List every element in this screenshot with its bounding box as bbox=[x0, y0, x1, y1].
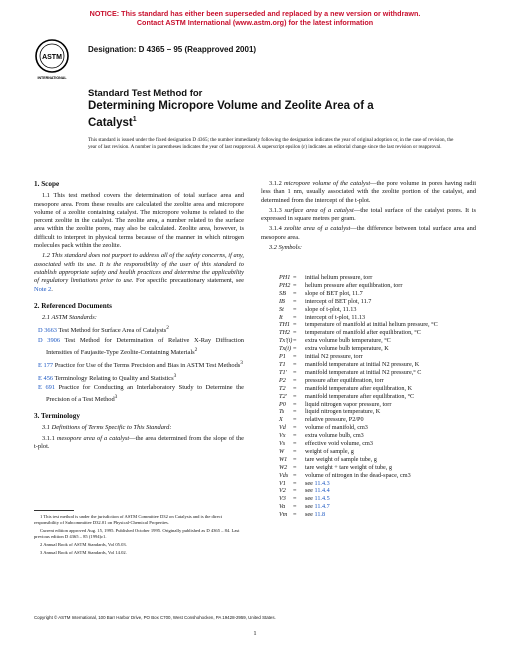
symbol-name: Tx(i) bbox=[279, 345, 292, 353]
title-footnote-mark: 1 bbox=[132, 116, 137, 123]
symbol-name: St bbox=[279, 305, 284, 313]
equals-sign: = bbox=[293, 495, 297, 503]
section-link[interactable]: 11.4.3 bbox=[314, 479, 330, 487]
symbol-row bbox=[279, 503, 479, 511]
symbol-name: V1 bbox=[279, 479, 286, 487]
symbol-definition: manifold temperature at initial N2 pressure,° C bbox=[305, 368, 422, 376]
symbol-definition: volume of manifold, cm3 bbox=[305, 424, 368, 432]
equals-sign: = bbox=[293, 511, 297, 519]
equals-sign: = bbox=[293, 471, 297, 479]
equals-sign: = bbox=[293, 345, 297, 353]
equals-sign: = bbox=[293, 408, 297, 416]
symbol-row bbox=[279, 306, 479, 314]
symbol-name: P2 bbox=[279, 376, 286, 384]
symbol-definition: extra volume bulb, cm3 bbox=[305, 432, 364, 440]
equals-sign: = bbox=[293, 368, 297, 376]
symbol-name: SB bbox=[279, 289, 286, 297]
equals-sign: = bbox=[293, 337, 297, 345]
title-line-3: Catalyst bbox=[88, 116, 133, 129]
notice-line-1: NOTICE: This standard has either been superseded and replaced by a new version or withdrawn. bbox=[89, 9, 421, 18]
ref-item: E 177 Practice for Use of the Terms Precision and Bias in ASTM Test Methods$^3$ bbox=[38, 359, 243, 369]
symbol-row bbox=[279, 314, 479, 322]
symbol-definition: liquid nitrogen vapor pressure, torr bbox=[305, 400, 392, 408]
symbol-definition: intercept of BET plot, 11.7 bbox=[305, 297, 372, 305]
symbol-definition: manifold temperature after equilibration, °C bbox=[305, 392, 415, 400]
footnote-2: 2 Annual Book of ASTM Standards, Vol 05.03. bbox=[40, 542, 127, 547]
symbol-definition: initial helium pressure, torr bbox=[305, 274, 373, 281]
ref-item: E 691 Practice for Conducting an Interlaboratory Study to Determine the Precision of a Test Method$^3$ bbox=[38, 384, 244, 403]
copyright-line: Copyright © ASTM International, 100 Barr Harbor Drive, PO Box C700, West Conshohocken, PA 19428-2959, United States. bbox=[34, 615, 276, 620]
safety-statement: 1.2 This standard does not purport to address all of the safety concerns, if any, associated with its use. It is the responsibility of the user of this standard to establish appropriate safety and health practices and determine the applicability of regulatory limitations prior to use. bbox=[34, 252, 244, 285]
footnote-divider bbox=[34, 510, 74, 511]
symbol-name: TH2 bbox=[279, 329, 291, 337]
symbol-row bbox=[279, 353, 479, 361]
equals-sign: = bbox=[293, 432, 297, 440]
symbol-row bbox=[279, 321, 479, 329]
symbol-name: T1' bbox=[279, 368, 287, 376]
symbol-row bbox=[279, 472, 479, 480]
section-link[interactable]: 11.4.4 bbox=[314, 487, 330, 495]
symbol-name: V3 bbox=[279, 495, 286, 503]
footnote-3: 3 Annual Book of ASTM Standards, Vol 14.02. bbox=[40, 550, 127, 555]
logo-subtext: INTERNATIONAL bbox=[37, 76, 67, 80]
symbol-definition: tare weight of sample tube, g bbox=[305, 455, 377, 463]
symbol-definition: slope of t-plot, 11.13 bbox=[305, 305, 357, 313]
equals-sign: = bbox=[293, 400, 297, 408]
ref-link[interactable]: E 456 bbox=[38, 374, 54, 382]
notice-banner bbox=[0, 9, 510, 27]
symbol-row bbox=[279, 401, 479, 409]
symbol-row bbox=[279, 456, 479, 464]
equals-sign: = bbox=[293, 503, 297, 511]
astm-logo-icon bbox=[34, 38, 70, 82]
equals-sign: = bbox=[293, 416, 297, 424]
equals-sign: = bbox=[293, 274, 297, 281]
symbol-name: Vx bbox=[279, 432, 286, 440]
symbol-name: T2 bbox=[279, 384, 286, 392]
equals-sign: = bbox=[293, 297, 297, 305]
symbol-definition: manifold temperature at initial N2 pressure, K bbox=[305, 360, 420, 368]
equals-sign: = bbox=[293, 463, 297, 471]
equals-sign: = bbox=[293, 479, 297, 487]
symbol-name: PH2 bbox=[279, 281, 291, 289]
para-2-1: 2.1 ASTM Standards: bbox=[42, 314, 97, 322]
symbol-row bbox=[279, 424, 479, 432]
equals-sign: = bbox=[293, 313, 297, 321]
para-3-1-1: 3.1.1 mesopore area of a catalyst—the area determined from the slope of the t-plot. bbox=[34, 434, 244, 451]
symbol-row bbox=[279, 385, 479, 393]
equals-sign: = bbox=[293, 384, 297, 392]
symbol-row bbox=[279, 448, 479, 456]
logo-text: ASTM bbox=[42, 54, 62, 61]
left-column bbox=[34, 180, 244, 453]
symbol-name: Va bbox=[279, 503, 286, 511]
symbol-name: P1 bbox=[279, 353, 286, 361]
equals-sign: = bbox=[293, 289, 297, 297]
symbol-name: IB bbox=[279, 297, 285, 305]
equals-sign: = bbox=[293, 424, 297, 432]
symbol-definition: see 11.4.4 bbox=[305, 487, 330, 495]
footnote-1: 1 This test method is under the jurisdiction of ASTM Committee D32 on Catalysts and is the direct responsibility of Subcommittee D32.01 on Physical-Chemical Properties. bbox=[34, 514, 222, 525]
symbol-row bbox=[279, 416, 479, 424]
equals-sign: = bbox=[293, 305, 297, 313]
ref-link[interactable]: D 3906 bbox=[38, 337, 61, 345]
ref-link[interactable]: E 177 bbox=[38, 361, 54, 369]
title-line-1: Standard Test Method for bbox=[88, 88, 203, 99]
section-link[interactable]: 11.8 bbox=[314, 511, 326, 519]
equals-sign: = bbox=[293, 353, 297, 361]
symbol-row bbox=[279, 290, 479, 298]
symbol-definition: see 11.8 bbox=[305, 511, 326, 519]
equals-sign: = bbox=[293, 281, 297, 289]
symbol-name: W2 bbox=[279, 463, 288, 471]
document-title bbox=[88, 88, 408, 130]
symbol-row bbox=[279, 480, 479, 488]
symbol-row bbox=[279, 464, 479, 472]
symbol-row bbox=[279, 361, 479, 369]
ref-item: D 3663 Test Method for Surface Area of Catalysts$^2$ bbox=[38, 325, 169, 335]
symbol-row bbox=[279, 487, 479, 495]
symbol-name: Vs bbox=[279, 440, 286, 448]
symbol-row bbox=[279, 408, 479, 416]
para-1-2-tail: For specific precautionary statement, see bbox=[133, 277, 244, 285]
equals-sign: = bbox=[293, 447, 297, 455]
symbol-definition: pressure after equilibration, torr bbox=[305, 376, 384, 384]
para-3-1: 3.1 Definitions of Terms Specific to This Standard: bbox=[42, 424, 172, 432]
symbol-row bbox=[279, 282, 479, 290]
symbol-name: PH1 bbox=[279, 274, 291, 281]
symbol-definition: manifold temperature after equilibration, K bbox=[305, 384, 413, 392]
symbol-name: TH1 bbox=[279, 321, 291, 329]
symbol-definition: relative pressure, P2/P0 bbox=[305, 416, 364, 424]
symbol-row bbox=[279, 432, 479, 440]
equals-sign: = bbox=[293, 392, 297, 400]
symbols-list bbox=[279, 274, 479, 519]
section-link[interactable]: 11.4.5 bbox=[314, 495, 330, 503]
symbol-definition: see 11.4.3 bbox=[305, 479, 330, 487]
symbol-definition: volume of nitrogen in the dead-space, cm3 bbox=[305, 471, 411, 479]
symbol-name: T2' bbox=[279, 392, 287, 400]
issue-note: This standard is issued under the fixed designation D 4365; the number immediately following the designation indicates the year of original adoption or, in the case of revision, the year of last revision. A number in parentheses indicates the year of last reapproval. A superscript epsilon (ε) indicates an editorial change since the last revision or reapproval. bbox=[88, 137, 454, 150]
note-2-link[interactable]: Note 2 bbox=[34, 285, 52, 293]
equals-sign: = bbox=[293, 360, 297, 368]
symbol-row bbox=[279, 329, 479, 337]
title-line-2: Determining Micropore Volume and Zeolite Area of a bbox=[88, 100, 374, 112]
ref-item: D 3906 Test Method for Determination of Relative X-Ray Diffraction Intensities of Faujasite-Type Zeolite-Containing Materials$^2$ bbox=[38, 337, 244, 356]
notice-line-2: Contact ASTM International (www.astm.org) for the latest information bbox=[136, 18, 374, 27]
equals-sign: = bbox=[293, 321, 297, 329]
symbol-definition: temperature of manifold at initial helium pressure, °C bbox=[305, 321, 438, 329]
symbol-name: Vds bbox=[279, 471, 289, 479]
symbol-name: T1 bbox=[279, 360, 286, 368]
equals-sign: = bbox=[293, 376, 297, 384]
symbol-definition: see 11.4.7 bbox=[305, 503, 330, 511]
ref-item: E 456 Terminology Relating to Quality and Statistics$^3$ bbox=[38, 372, 177, 382]
para-1-1: 1.1 This test method covers the determination of total surface area and mesopore area. From these results are calculated the zeolite area and micropore volume of a zeolite containing catalyst. The micropore volume is related to the percent zeolite in the catalyst. The zeolite area, a number related to the surface area within the zeolite pores, may also be calculated. Zeolite area, however, is difficult to interpret in physical terms because of the manner in which nitrogen molecules pack within the zeolite. bbox=[34, 192, 244, 250]
footnotes bbox=[34, 514, 246, 558]
symbol-definition: slope of BET plot, 11.7 bbox=[305, 289, 363, 297]
symbol-name: X bbox=[279, 416, 283, 424]
symbol-name: V2 bbox=[279, 487, 286, 495]
symbol-name: W1 bbox=[279, 455, 288, 463]
symbol-row bbox=[279, 511, 479, 519]
para-3-1-4: 3.1.4 zeolite area of a catalyst—the difference between total surface area and mesopore area. bbox=[261, 225, 476, 241]
symbol-definition: weight of sample, g bbox=[305, 447, 354, 455]
symbol-name: Ts bbox=[279, 408, 285, 416]
right-column bbox=[261, 180, 476, 254]
symbol-row bbox=[279, 495, 479, 503]
symbol-definition: tare weight + tare weight of tube, g bbox=[305, 463, 392, 471]
symbol-name: It bbox=[279, 313, 283, 321]
page-number: 1 bbox=[253, 630, 257, 637]
symbol-definition: extra volume bulb temperature, °C bbox=[305, 337, 391, 345]
symbol-row bbox=[279, 377, 479, 385]
symbol-row bbox=[279, 274, 479, 282]
symbol-name: Vm bbox=[279, 511, 288, 519]
symbol-definition: effective void volume, cm3 bbox=[305, 440, 373, 448]
equals-sign: = bbox=[293, 440, 297, 448]
equals-sign: = bbox=[293, 455, 297, 463]
symbol-definition: intercept of t-plot, 11.13 bbox=[305, 313, 366, 321]
para-1-2: 1.2 This standard does not purport to address all of the safety concerns, if any, associated with its use. It is the responsibility of the user of this standard to establish appropriate safety and health practices and determine the applicability of regulatory limitations prior to use. For specific precautionary statement, see Note 2. bbox=[34, 252, 244, 293]
para-3-1-2: 3.1.2 micropore volume of the catalyst—the pore volume in pores having radii less than 1 nm, usually associated with the zeolite portion of the catalyst, and determined from the intercept of the t-plot. bbox=[261, 180, 476, 204]
symbol-name: Tx'(i) bbox=[279, 337, 293, 345]
symbol-definition: temperature of manifold after equilibration, °C bbox=[305, 329, 421, 337]
symbol-definition: liquid nitrogen temperature, K bbox=[305, 408, 381, 416]
equals-sign: = bbox=[293, 487, 297, 495]
section-2-heading: 2. Referenced Documents bbox=[34, 301, 112, 310]
symbol-row bbox=[279, 298, 479, 306]
section-1-heading: 1. Scope bbox=[34, 180, 60, 188]
ref-link[interactable]: E 691 bbox=[38, 384, 56, 392]
footnote-1b: Current edition approved Aug. 15, 1995. Published October 1995. Originally published as D 4365 – 84. Last previous edition D 4365 – 85 (1994)ε1. bbox=[34, 528, 240, 539]
para-3-1-3: 3.1.3 surface area of a catalyst—the total surface of the catalyst pores. It is expressed in square metres per gram. bbox=[261, 206, 476, 223]
ref-link[interactable]: D 3663 bbox=[38, 327, 57, 335]
symbol-definition: helium pressure after equilibration, torr bbox=[305, 281, 403, 289]
symbol-row bbox=[279, 393, 479, 401]
symbol-name: Vd bbox=[279, 424, 286, 432]
equals-sign: = bbox=[293, 329, 297, 337]
symbol-row bbox=[279, 345, 479, 353]
section-link[interactable]: 11.4.7 bbox=[314, 503, 330, 511]
designation: Designation: D 4365 – 95 (Reapproved 2001) bbox=[88, 45, 257, 54]
section-3-heading: 3. Terminology bbox=[34, 412, 80, 421]
para-3-2: 3.2 Symbols: bbox=[269, 244, 303, 252]
symbol-row bbox=[279, 440, 479, 448]
symbol-definition: initial N2 pressure, torr bbox=[305, 353, 363, 361]
symbol-row bbox=[279, 337, 479, 345]
symbol-name: P0 bbox=[279, 400, 286, 408]
symbol-name: W bbox=[279, 447, 285, 455]
symbol-definition: see 11.4.5 bbox=[305, 495, 330, 503]
symbol-row bbox=[279, 369, 479, 377]
symbol-definition: extra volume bulb temperature, K bbox=[305, 345, 389, 353]
